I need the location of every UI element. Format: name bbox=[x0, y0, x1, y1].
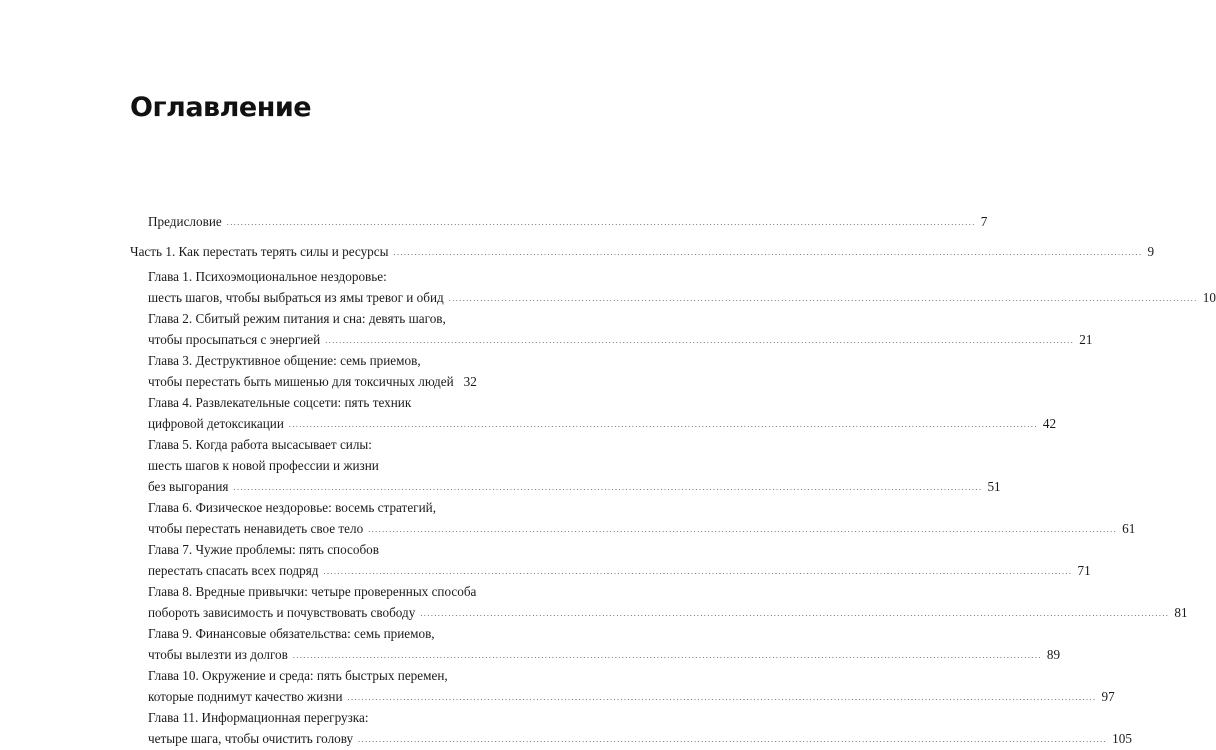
toc-entry-title: Глава 4. Развлекательные соцсети: пять техник bbox=[148, 395, 412, 410]
dot-leader: ...................................................................................................................................................................................................................... bbox=[420, 609, 1170, 618]
dot-leader: ...................................................................................................................................................................................................................... bbox=[292, 651, 1042, 660]
toc-page-number: 42 bbox=[1042, 416, 1057, 431]
toc-entry-title: чтобы просыпаться с энергией bbox=[148, 332, 321, 347]
toc-entry-chapter-5 bbox=[148, 435, 470, 455]
dot-leader: ...................................................................................................................................................................................................................... bbox=[358, 735, 1108, 744]
dot-leader: ...................................................................................................................................................................................................................... bbox=[288, 420, 1038, 429]
toc-entry-title: без выгорания bbox=[148, 479, 229, 494]
toc-page-number: 32 bbox=[463, 374, 477, 389]
toc-entry-chapter-2 bbox=[148, 330, 1093, 350]
toc-entry-title: Глава 9. Финансовые обязательства: семь приемов, bbox=[148, 626, 435, 641]
toc-entry-chapter-9 bbox=[148, 624, 470, 644]
toc-page-number: 71 bbox=[1077, 563, 1091, 578]
toc-page-number: 10 bbox=[1202, 290, 1216, 305]
toc-entry-chapter-1 bbox=[148, 288, 1216, 308]
toc-entry-title: чтобы перестать ненавидеть свое тело bbox=[148, 521, 364, 536]
toc-entry-chapter-5 bbox=[148, 456, 470, 476]
toc-entry-chapter-4 bbox=[148, 414, 1057, 434]
toc-entry-title: Глава 1. Психоэмоциональное нездоровье: bbox=[148, 269, 387, 284]
toc-page-number: 81 bbox=[1174, 605, 1188, 620]
toc-entry-chapter-3 bbox=[148, 372, 477, 392]
toc-entry-title: чтобы вылезти из долгов bbox=[148, 647, 288, 662]
toc-entry-chapter-11 bbox=[148, 708, 470, 728]
dot-leader: ...................................................................................................................................................................................................................... bbox=[323, 567, 1073, 576]
toc-entry-chapter-10 bbox=[148, 666, 470, 686]
toc-entry-title: Глава 5. Когда работа высасывает силы: bbox=[148, 437, 372, 452]
toc-entry-chapter-6 bbox=[148, 498, 470, 518]
toc-entry-title: Глава 10. Окружение и среда: пять быстрых перемен, bbox=[148, 668, 448, 683]
toc-entry-title: цифровой детоксикации bbox=[148, 416, 284, 431]
toc-entry-title: Глава 7. Чужие проблемы: пять способов bbox=[148, 542, 379, 557]
toc-page-number: 7 bbox=[980, 214, 988, 229]
toc-entry-preface bbox=[148, 212, 988, 232]
toc-entry-title: шесть шагов к новой профессии и жизни bbox=[148, 458, 379, 473]
toc-entry-chapter-10 bbox=[148, 687, 1115, 707]
toc-entry-chapter-8 bbox=[148, 603, 1188, 623]
toc-page-number: 51 bbox=[987, 479, 1001, 494]
dot-leader: ...................................................................................................................................................................................................................... bbox=[393, 248, 1143, 257]
dot-leader: ...................................................................................................................................................................................................................... bbox=[347, 693, 1097, 702]
toc-entry-chapter-8 bbox=[148, 582, 477, 602]
dot-leader: ...................................................................................................................................................................................................................... bbox=[233, 483, 983, 492]
toc-entry-title: чтобы перестать быть мишенью для токсичных людей bbox=[148, 374, 454, 389]
toc-entry-title: Глава 3. Деструктивное общение: семь приемов, bbox=[148, 353, 421, 368]
toc-entry-chapter-6 bbox=[148, 519, 1136, 539]
toc-entry-chapter-2 bbox=[148, 309, 470, 329]
toc-entry-title: Глава 6. Физическое нездоровье: восемь стратегий, bbox=[148, 500, 436, 515]
toc-entry-title: четыре шага, чтобы очистить голову bbox=[148, 731, 354, 746]
toc-entry-chapter-11 bbox=[148, 729, 1132, 749]
toc-entry-title: которые поднимут качество жизни bbox=[148, 689, 343, 704]
toc-entry-chapter-4 bbox=[148, 393, 470, 413]
toc-page-number: 89 bbox=[1046, 647, 1061, 662]
toc-page-number: 9 bbox=[1147, 244, 1155, 259]
toc-entry-title: шесть шагов, чтобы выбраться из ямы тревог и обид bbox=[148, 290, 444, 305]
toc-entry-title: побороть зависимость и почувствовать свободу bbox=[148, 605, 416, 620]
toc-entry-title: Глава 2. Сбитый режим питания и сна: девять шагов, bbox=[148, 311, 446, 326]
toc-entry-title: Часть 1. Как перестать терять силы и ресурсы bbox=[130, 244, 389, 259]
toc-entry-title: Глава 11. Информационная перегрузка: bbox=[148, 710, 369, 725]
dot-leader: ...................................................................................................................................................................................................................... bbox=[325, 336, 1075, 345]
toc-entry-chapter-7 bbox=[148, 561, 1091, 581]
dot-leader: ...................................................................................................................................................................................................................... bbox=[368, 525, 1118, 534]
toc-page-number: 21 bbox=[1079, 332, 1093, 347]
toc-page-number: 105 bbox=[1112, 731, 1132, 746]
toc-entry-chapter-1 bbox=[148, 267, 470, 287]
toc-entry-chapter-9 bbox=[148, 645, 1061, 665]
toc-page-number: 61 bbox=[1122, 521, 1136, 536]
toc-entry-title: Предисловие bbox=[148, 214, 222, 229]
toc-entry-chapter-7 bbox=[148, 540, 470, 560]
page-title: Оглавление bbox=[130, 92, 312, 123]
toc-entry-chapter-3 bbox=[148, 351, 470, 371]
dot-leader: ...................................................................................................................................................................................................................... bbox=[226, 218, 976, 227]
dot-leader: ...................................................................................................................................................................................................................... bbox=[448, 294, 1198, 303]
toc-page-number: 97 bbox=[1101, 689, 1115, 704]
toc-entry-part-1 bbox=[130, 242, 1155, 262]
toc-entry-title: перестать спасать всех подряд bbox=[148, 563, 319, 578]
toc-entry-title: Глава 8. Вредные привычки: четыре проверенных способа bbox=[148, 584, 477, 599]
toc-entry-chapter-5 bbox=[148, 477, 1001, 497]
